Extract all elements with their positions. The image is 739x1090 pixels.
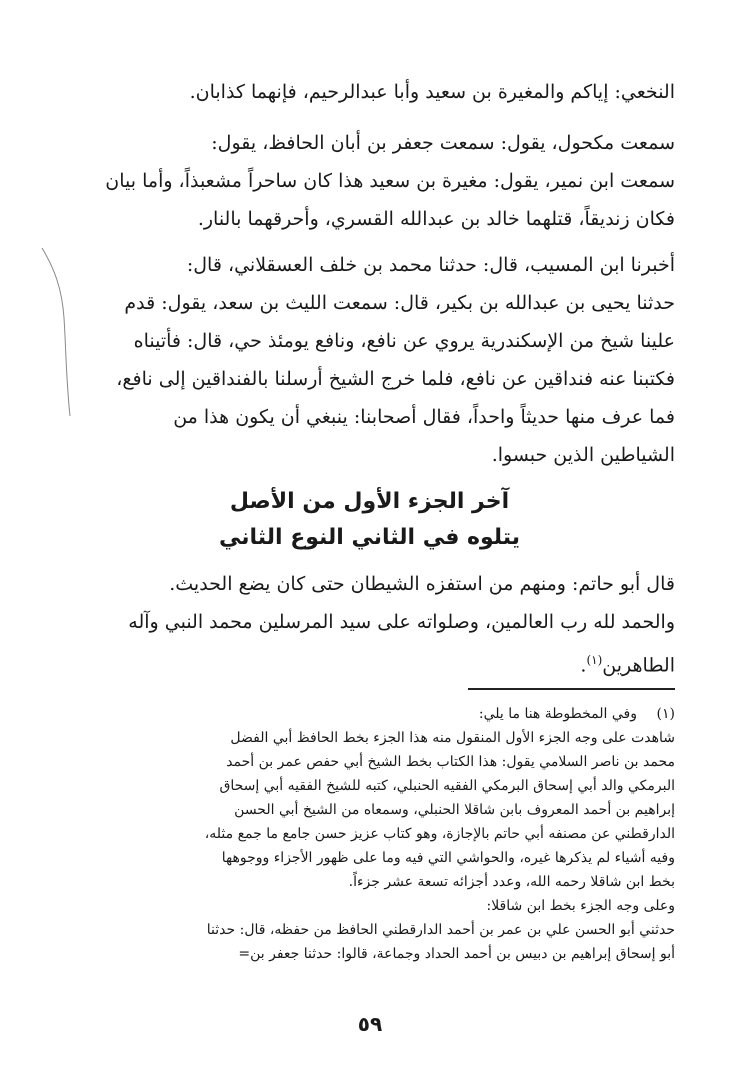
text-line: فكان زنديقاً، قتلهما خالد بن عبدالله القسري، وأحرقهما بالنار. — [197, 208, 675, 230]
text-line: سمعت مكحول، يقول: سمعت جعفر بن أبان الحافظ، يقول: — [211, 132, 675, 154]
footnote-head: وفي المخطوطة هنا ما يلي: — [478, 706, 637, 722]
footnote-divider — [468, 688, 675, 690]
text-line: النخعي: إياكم والمغيرة بن سعيد وأبا عبدالرحيم، فإنهما كذابان. — [189, 81, 675, 103]
paragraph-2 — [64, 124, 675, 238]
paragraph-3 — [64, 246, 675, 474]
text-line: فما عرف منها حديثاً واحداً، فقال أصحابنا: ينبغي أن يكون هذا من — [173, 406, 675, 428]
section-subheading: يتلوه في الثاني النوع الثاني — [218, 525, 521, 550]
text-line: الشياطين الذين حبسوا. — [491, 444, 675, 466]
footnote-line: بخط ابن شاقلا رحمه الله، وعدد أجزائه تسعة عشر جزءاً. — [348, 874, 675, 890]
footnote-line: محمد بن ناصر السلامي يقول: هذا الكتاب بخط الشيخ أبي حفص عمر بن أحمد — [226, 754, 675, 770]
closing-word: الطاهرين — [602, 654, 675, 677]
paragraph-4 — [64, 565, 675, 684]
text-line-last — [64, 641, 675, 684]
footnote-line: حدثني أبو الحسن علي بن عمر بن أحمد الدارقطني الحافظ من حفظه، قال: حدثنا — [206, 922, 675, 938]
text-line: أخبرنا ابن المسيب، قال: حدثنا محمد بن خلف العسقلاني، قال: — [186, 254, 675, 276]
footnote-line: أبو إسحاق إبراهيم بن دبيس بن أحمد الحداد وجماعة، قالوا: حدثنا جعفر بن= — [238, 946, 675, 962]
footnote-line: وفيه أشياء لم يذكرها غيره، والحواشي التي فيه وما على ظهور الأجزاء ووجوهها — [221, 850, 675, 866]
text-line: قال أبو حاتم: ومنهم من استفزه الشيطان حتى كان يضع الحديث. — [169, 573, 675, 595]
paragraph-1 — [64, 73, 675, 111]
text-line: فكتبنا عنه فنداقين عن نافع، فلما خرج الشيخ أرسلنا بالفنداقين إلى نافع، — [116, 368, 675, 390]
footnote-reference[interactable]: (١) — [586, 653, 603, 667]
footnote-line: البرمكي والد أبي إسحاق البرمكي الفقيه الحنبلي، كتبه للشيخ الفقيه أبي إسحاق — [219, 778, 675, 794]
section-heading: آخر الجزء الأول من الأصل — [229, 489, 510, 514]
text-line: حدثنا يحيى بن عبدالله بن بكير، قال: سمعت الليث بن سعد، يقول: قدم — [124, 292, 675, 314]
footnote-line: إبراهيم بن أحمد المعروف بابن شاقلا الحنبلي، وسمعاه من الشيخ أبي الحسن — [234, 802, 675, 818]
footnote-line: وعلى وجه الجزء بخط ابن شاقلا: — [486, 898, 675, 914]
footnote — [64, 702, 675, 966]
closing-period: . — [580, 654, 587, 677]
text-line: سمعت ابن نمير، يقول: مغيرة بن سعيد هذا كان ساحراً مشعبذاً، وأما بيان — [105, 170, 675, 192]
text-line: والحمد لله رب العالمين، وصلواته على سيد المرسلين محمد النبي وآله — [128, 611, 675, 633]
text-line: علينا شيخ من الإسكندرية يروي عن نافع، ونافع يومئذ حي، قال: فأتيناه — [133, 330, 675, 352]
footnote-marker: (١) — [656, 706, 675, 722]
page-number: ٥٩ — [357, 1012, 383, 1036]
footnote-line: الدارقطني عن مصنفه أبي حاتم بالإجازة، وهو كتاب عزيز حسن جامع ما جمع مثله، — [204, 826, 675, 842]
footnote-line: شاهدت على وجه الجزء الأول المنقول منه هذا الجزء بخط الحافظ أبي الفضل — [230, 730, 675, 746]
